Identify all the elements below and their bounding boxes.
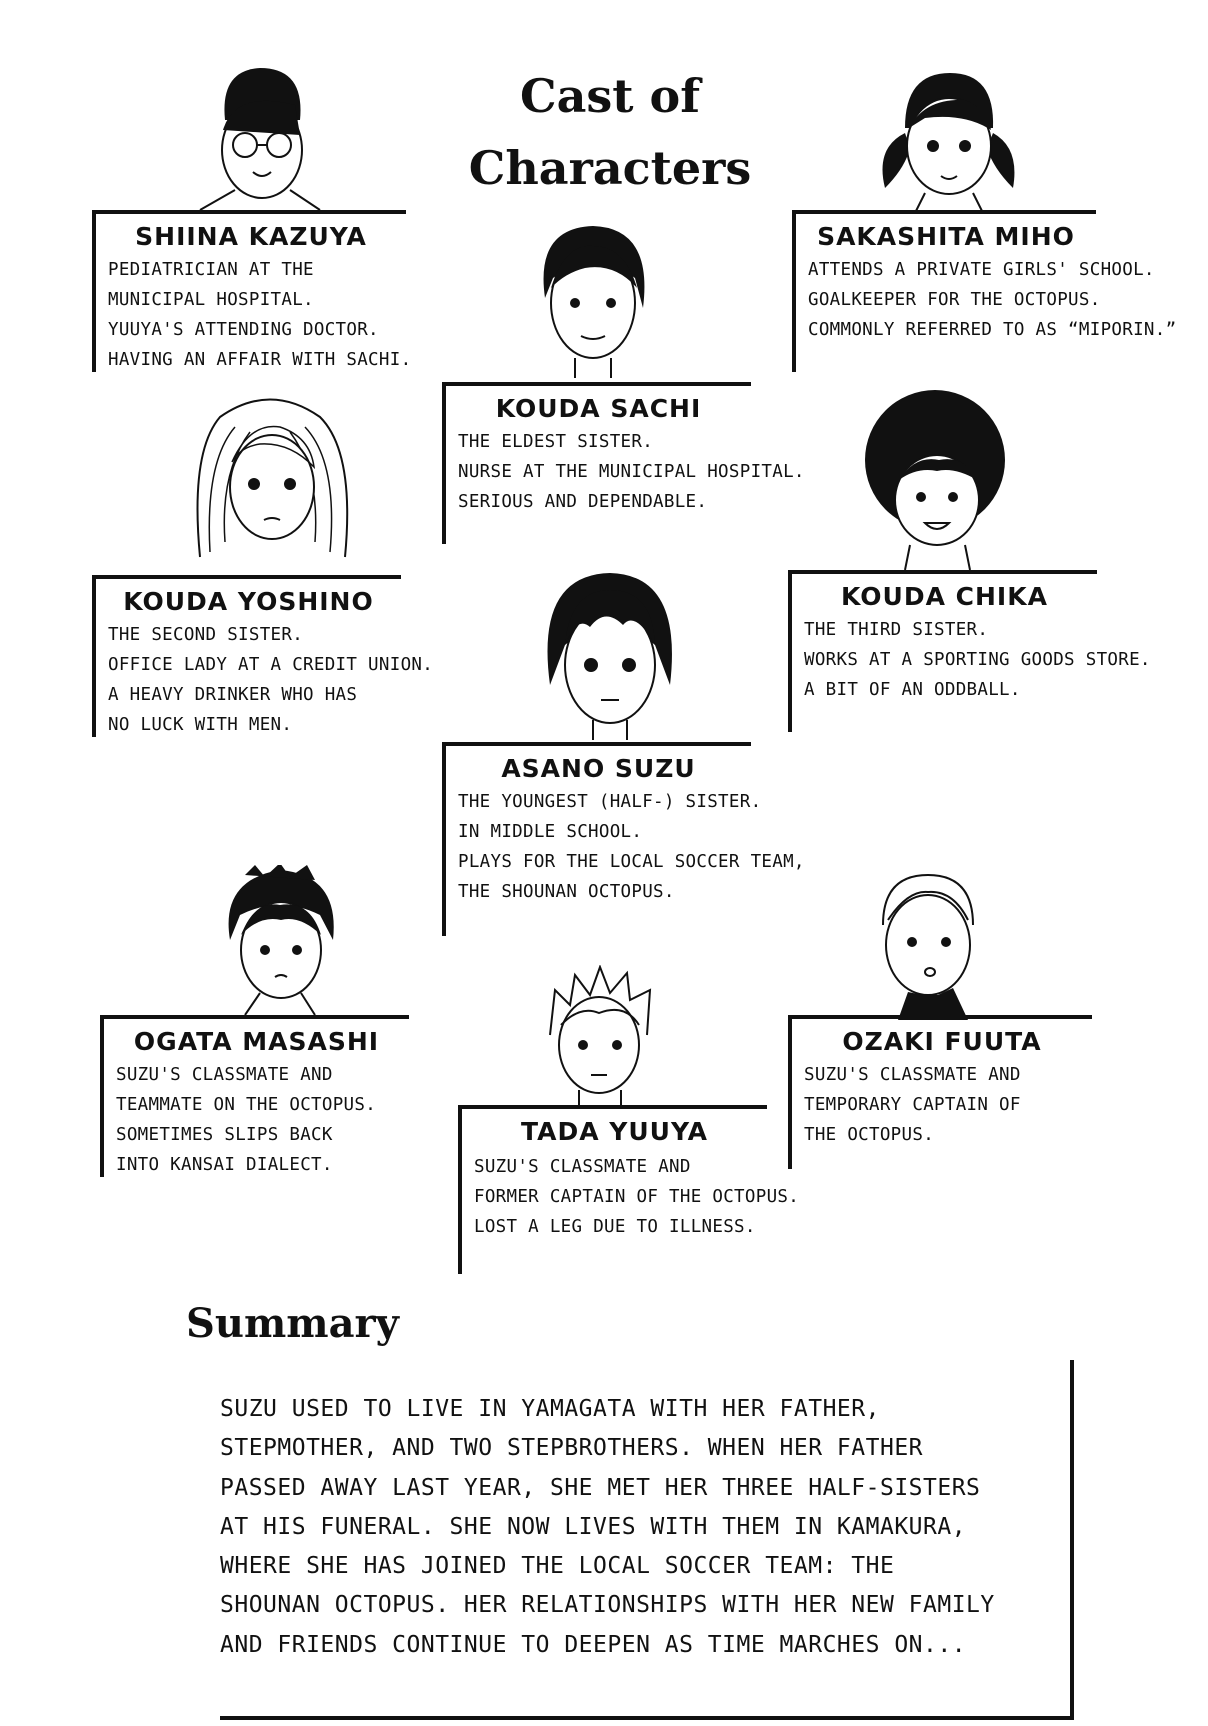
- portrait-kouda-yoshino: [180, 392, 360, 562]
- character-desc-line: MUNICIPAL HOSPITAL.: [108, 290, 314, 310]
- character-desc-line: IN MIDDLE SCHOOL.: [458, 822, 643, 842]
- character-desc-line: SUZU'S CLASSMATE AND: [474, 1157, 691, 1177]
- character-card-kouda-yoshino: [92, 575, 434, 737]
- character-card-kouda-sachi: [442, 382, 805, 544]
- page-title: Cast of Characters: [468, 69, 752, 195]
- character-name: KOUDA YOSHINO: [123, 587, 374, 616]
- character-name: OZAKI FUUTA: [842, 1027, 1042, 1056]
- character-desc-line: LOST A LEG DUE TO ILLNESS.: [474, 1217, 756, 1237]
- character-desc-line: TEMPORARY CAPTAIN OF: [804, 1095, 1021, 1115]
- character-desc-line: TEAMMATE ON THE OCTOPUS.: [116, 1095, 377, 1115]
- character-desc-line: FORMER CAPTAIN OF THE OCTOPUS.: [474, 1187, 800, 1207]
- character-desc-line: THE YOUNGEST (HALF-) SISTER.: [458, 792, 762, 812]
- character-card-tada-yuuya: [458, 1105, 800, 1274]
- summary-text: [220, 1390, 995, 1665]
- summary-title: Summary: [186, 1300, 399, 1347]
- portrait-kouda-chika: [855, 385, 1020, 570]
- character-desc-line: INTO KANSAI DIALECT.: [116, 1155, 333, 1175]
- character-name: ASANO SUZU: [501, 754, 696, 783]
- character-card-kouda-chika: [788, 570, 1151, 732]
- portrait-tada-yuuya: [535, 965, 665, 1105]
- summary-line: STEPMOTHER, AND TWO STEPBROTHERS. WHEN HER FATHER: [220, 1435, 924, 1462]
- character-desc-line: A BIT OF AN ODDBALL.: [804, 680, 1021, 700]
- character-desc-line: PEDIATRICIAN AT THE: [108, 260, 314, 280]
- portrait-shiina-kazuya: [195, 60, 325, 210]
- character-desc-line: COMMONLY REFERRED TO AS “MIPORIN.”: [808, 320, 1177, 340]
- summary-line: PASSED AWAY LAST YEAR, SHE MET HER THREE HALF-SISTERS: [220, 1474, 981, 1501]
- portrait-kouda-sachi: [525, 218, 660, 378]
- character-card-sakashita-miho: [792, 210, 1177, 372]
- character-desc-line: THE OCTOPUS.: [804, 1125, 935, 1145]
- portrait-ozaki-fuuta: [868, 870, 988, 1020]
- portrait-asano-suzu: [535, 565, 685, 740]
- character-desc-line: NO LUCK WITH MEN.: [108, 715, 293, 735]
- character-card-ogata-masashi: [100, 1015, 409, 1177]
- character-name: SAKASHITA MIHO: [817, 222, 1075, 251]
- character-card-shiina-kazuya: [92, 210, 412, 372]
- summary-line: SUZU USED TO LIVE IN YAMAGATA WITH HER FATHER,: [220, 1396, 880, 1422]
- character-desc-line: GOALKEEPER FOR THE OCTOPUS.: [808, 290, 1101, 310]
- portrait-ogata-masashi: [215, 865, 345, 1015]
- character-desc-line: ATTENDS A PRIVATE GIRLS' SCHOOL.: [808, 260, 1155, 280]
- character-desc-line: THE SHOUNAN OCTOPUS.: [458, 882, 675, 902]
- character-desc-line: NURSE AT THE MUNICIPAL HOSPITAL.: [458, 462, 805, 482]
- summary-line: SHOUNAN OCTOPUS. HER RELATIONSHIPS WITH HER NEW FAMILY: [220, 1592, 995, 1619]
- character-desc-line: THE THIRD SISTER.: [804, 620, 989, 640]
- character-desc-line: THE ELDEST SISTER.: [458, 432, 654, 452]
- character-name: KOUDA SACHI: [495, 394, 702, 423]
- character-desc-line: PLAYS FOR THE LOCAL SOCCER TEAM,: [458, 852, 805, 872]
- character-desc-line: WORKS AT A SPORTING GOODS STORE.: [804, 650, 1151, 670]
- character-name: OGATA MASASHI: [133, 1027, 380, 1056]
- character-name: SHIINA KAZUYA: [135, 222, 367, 251]
- summary-box: [220, 1360, 1074, 1720]
- character-desc-line: YUUYA'S ATTENDING DOCTOR.: [108, 320, 379, 340]
- character-desc-line: THE SECOND SISTER.: [108, 625, 304, 645]
- character-desc-line: SUZU'S CLASSMATE AND: [116, 1065, 333, 1085]
- character-name: TADA YUUYA: [520, 1117, 709, 1146]
- character-name: KOUDA CHIKA: [841, 582, 1048, 611]
- portrait-sakashita-miho: [865, 68, 1025, 213]
- character-desc-line: A HEAVY DRINKER WHO HAS: [108, 685, 358, 705]
- character-card-asano-suzu: [442, 742, 805, 936]
- character-card-ozaki-fuuta: [788, 1015, 1092, 1169]
- summary-line: AT HIS FUNERAL. SHE NOW LIVES WITH THEM IN KAMAKURA,: [220, 1513, 967, 1540]
- character-desc-line: SERIOUS AND DEPENDABLE.: [458, 492, 708, 512]
- character-desc-line: OFFICE LADY AT A CREDIT UNION.: [108, 655, 434, 675]
- summary-line: WHERE SHE HAS JOINED THE LOCAL SOCCER TEAM: THE: [220, 1553, 895, 1580]
- summary-line: AND FRIENDS CONTINUE TO DEEPEN AS TIME MARCHES ON...: [220, 1631, 967, 1658]
- character-desc-line: SOMETIMES SLIPS BACK: [116, 1125, 333, 1145]
- character-desc-line: SUZU'S CLASSMATE AND: [804, 1065, 1021, 1085]
- character-desc-line: HAVING AN AFFAIR WITH SACHI.: [108, 350, 412, 370]
